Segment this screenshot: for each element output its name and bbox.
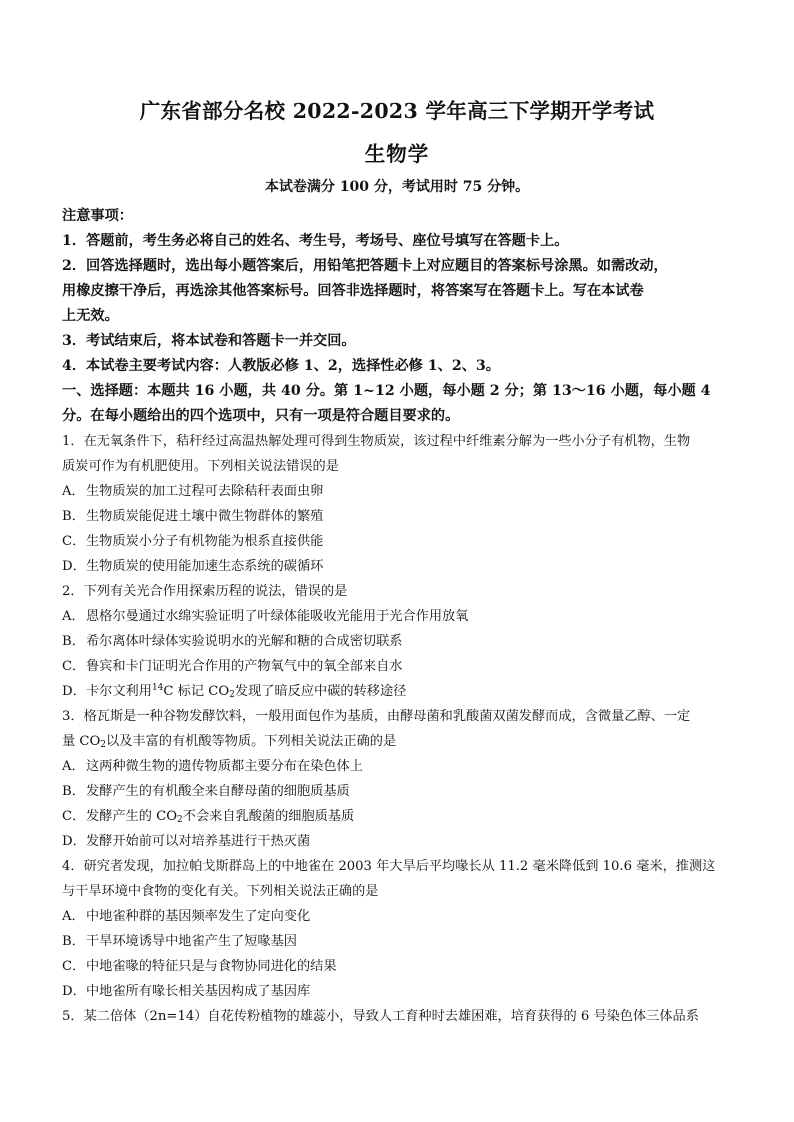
- question-1-line-2: 质炭可作为有机肥使用。下列相关说法错误的是: [62, 459, 339, 474]
- option-text: 恩格尔曼通过水绵实验证明了叶绿体能吸收光能用于光合作用放氧: [86, 609, 469, 624]
- option-text: 发酵开始前可以对培养基进行干热灭菌: [86, 834, 311, 849]
- option-text: 希尔离体叶绿体实验说明水的光解和糖的合成密切联系: [86, 634, 403, 649]
- option-label: D．: [62, 834, 86, 849]
- option-text: 生物质炭的加工过程可去除秸秆表面虫卵: [86, 484, 324, 499]
- notice-item-3: 3．考试结束后，将本试卷和答题卡一并交回。: [62, 333, 356, 349]
- subscript: 2: [177, 815, 183, 825]
- option-text: 干旱环境诱导中地雀产生了短喙基因: [86, 934, 297, 949]
- question-4-option-a: [62, 905, 310, 924]
- question-5-line-1: 5．某二倍体（2n=14）自花传粉植物的雄蕊小，导致人工育种时去雄困难，培育获得的 6 号染色体三体品系: [62, 1009, 699, 1024]
- exam-title: 广东省部分名校 2022-2023 学年高三下学期开学考试: [139, 99, 655, 123]
- option-text: 生物质炭小分子有机物能为根系直接供能: [86, 534, 324, 549]
- question-4-line-2: 与干旱环境中食物的变化有关。下列相关说法正确的是: [62, 884, 379, 899]
- option-label: B．: [62, 634, 85, 649]
- question-3-line-2: [62, 730, 396, 750]
- notice-item-1: 1．答题前，考生务必将自己的姓名、考生号，考场号、座位号填写在答题卡上。: [62, 233, 569, 249]
- section-heading-line-2: 分。在每小题给出的四个选项中，只有一项是符合题目要求的。: [62, 408, 460, 424]
- option-label: C．: [62, 534, 86, 549]
- option-label: A．: [62, 609, 85, 624]
- question-2-option-c: [62, 655, 403, 674]
- question-4-option-b: [62, 930, 297, 949]
- option-text: 生物质炭的使用能加速生态系统的碳循环: [86, 559, 324, 574]
- subscript: 2: [229, 690, 235, 700]
- question-2-option-a: [62, 605, 468, 624]
- option-label: B．: [62, 784, 85, 799]
- question-2-option-b: [62, 630, 403, 649]
- notice-item-2-line-3: 上无效。: [62, 308, 119, 324]
- option-label: B．: [62, 509, 85, 524]
- question-1-line-1: 1．在无氧条件下，秸秆经过高温热解处理可得到生物质炭，该过程中纤维素分解为一些小分子有机物，生物: [62, 434, 691, 449]
- option-text: 中地雀喙的特征只是与食物协同进化的结果: [86, 959, 337, 974]
- option-label: C．: [62, 659, 86, 674]
- subject-title: 生物学: [364, 142, 430, 166]
- question-4-option-c: [62, 955, 337, 974]
- option-text: 鲁宾和卡门证明光合作用的产物氧气中的氧全部来自水: [86, 659, 403, 674]
- option-label: D．: [62, 559, 86, 574]
- notice-item-2-line-2: 用橡皮擦干净后，再选涂其他答案标号。回答非选择题时，将答案写在答题卡上。写在本试卷: [62, 283, 644, 299]
- question-4-option-d: [62, 980, 310, 999]
- question-3-option-b: [62, 780, 350, 799]
- option-text: 生物质炭能促进土壤中微生物群体的繁殖: [86, 509, 324, 524]
- question-1-option-d: [62, 555, 323, 574]
- isotope-superscript: 14: [151, 683, 164, 693]
- option-text: 中地雀所有喙长相关基因构成了基因库: [86, 984, 311, 999]
- question-1-option-a: [62, 480, 323, 499]
- question-1-option-c: [62, 530, 323, 549]
- option-label: A．: [62, 484, 85, 499]
- notice-item-2-line-1: 2．回答选择题时，选出每小题答案后，用铅笔把答题卡上对应题目的答案标号涂黑。如需改动，: [62, 258, 668, 274]
- subscript: 2: [100, 740, 107, 750]
- option-text-mid: C 标记 CO: [163, 684, 230, 699]
- question-3-option-a: [62, 755, 363, 774]
- notice-item-4: 4．本试卷主要考试内容：人教版必修 1、2，选择性必修 1、2、3。: [62, 358, 500, 374]
- text-pre: 量 CO: [62, 734, 101, 749]
- option-text-post: 发现了暗反应中碳的转移途径: [234, 684, 407, 699]
- option-label: C．: [62, 809, 86, 824]
- question-2-line-1: 2．下列有关光合作用探索历程的说法，错误的是: [62, 584, 348, 599]
- section-heading-line-1: 一、选择题：本题共 16 小题，共 40 分。第 1~12 小题，每小题 2 分；第 13～16 小题，每小题 4: [62, 383, 711, 399]
- option-text: 发酵产生的有机酸全来自酵母菌的细胞质基质: [86, 784, 350, 799]
- option-label: C．: [62, 959, 86, 974]
- question-3-option-c: [62, 805, 354, 825]
- option-text-pre: 发酵产生的 CO: [86, 809, 178, 824]
- option-label: B．: [62, 934, 85, 949]
- question-4-line-1: 4．研究者发现，加拉帕戈斯群岛上的中地雀在 2003 年大旱后平均喙长从 11.2 毫米降低到 10.6 毫米，推测这: [62, 859, 716, 874]
- option-text-post: 不会来自乳酸菌的细胞质基质: [182, 809, 355, 824]
- option-label: D．: [62, 684, 86, 699]
- option-label: D．: [62, 984, 86, 999]
- notice-heading: 注意事项：: [62, 208, 133, 224]
- question-2-option-d: [62, 680, 406, 700]
- option-label: A．: [62, 909, 85, 924]
- option-text: 中地雀种群的基因频率发生了定向变化: [86, 909, 311, 924]
- option-text-pre: 卡尔文利用: [86, 684, 152, 699]
- question-3-line-1: 3．格瓦斯是一种谷物发酵饮料，一般用面包作为基质，由酵母菌和乳酸菌双菌发酵而成，含微量乙醇、一定: [62, 709, 691, 724]
- exam-meta: 本试卷满分 100 分，考试用时 75 分钟。: [264, 179, 530, 195]
- option-text: 这两种微生物的遗传物质都主要分布在染色体上: [86, 759, 363, 774]
- question-3-option-d: [62, 830, 310, 849]
- question-1-option-b: [62, 505, 323, 524]
- text-post: 以及丰富的有机酸等物质。下列相关说法正确的是: [106, 734, 397, 749]
- option-label: A．: [62, 759, 85, 774]
